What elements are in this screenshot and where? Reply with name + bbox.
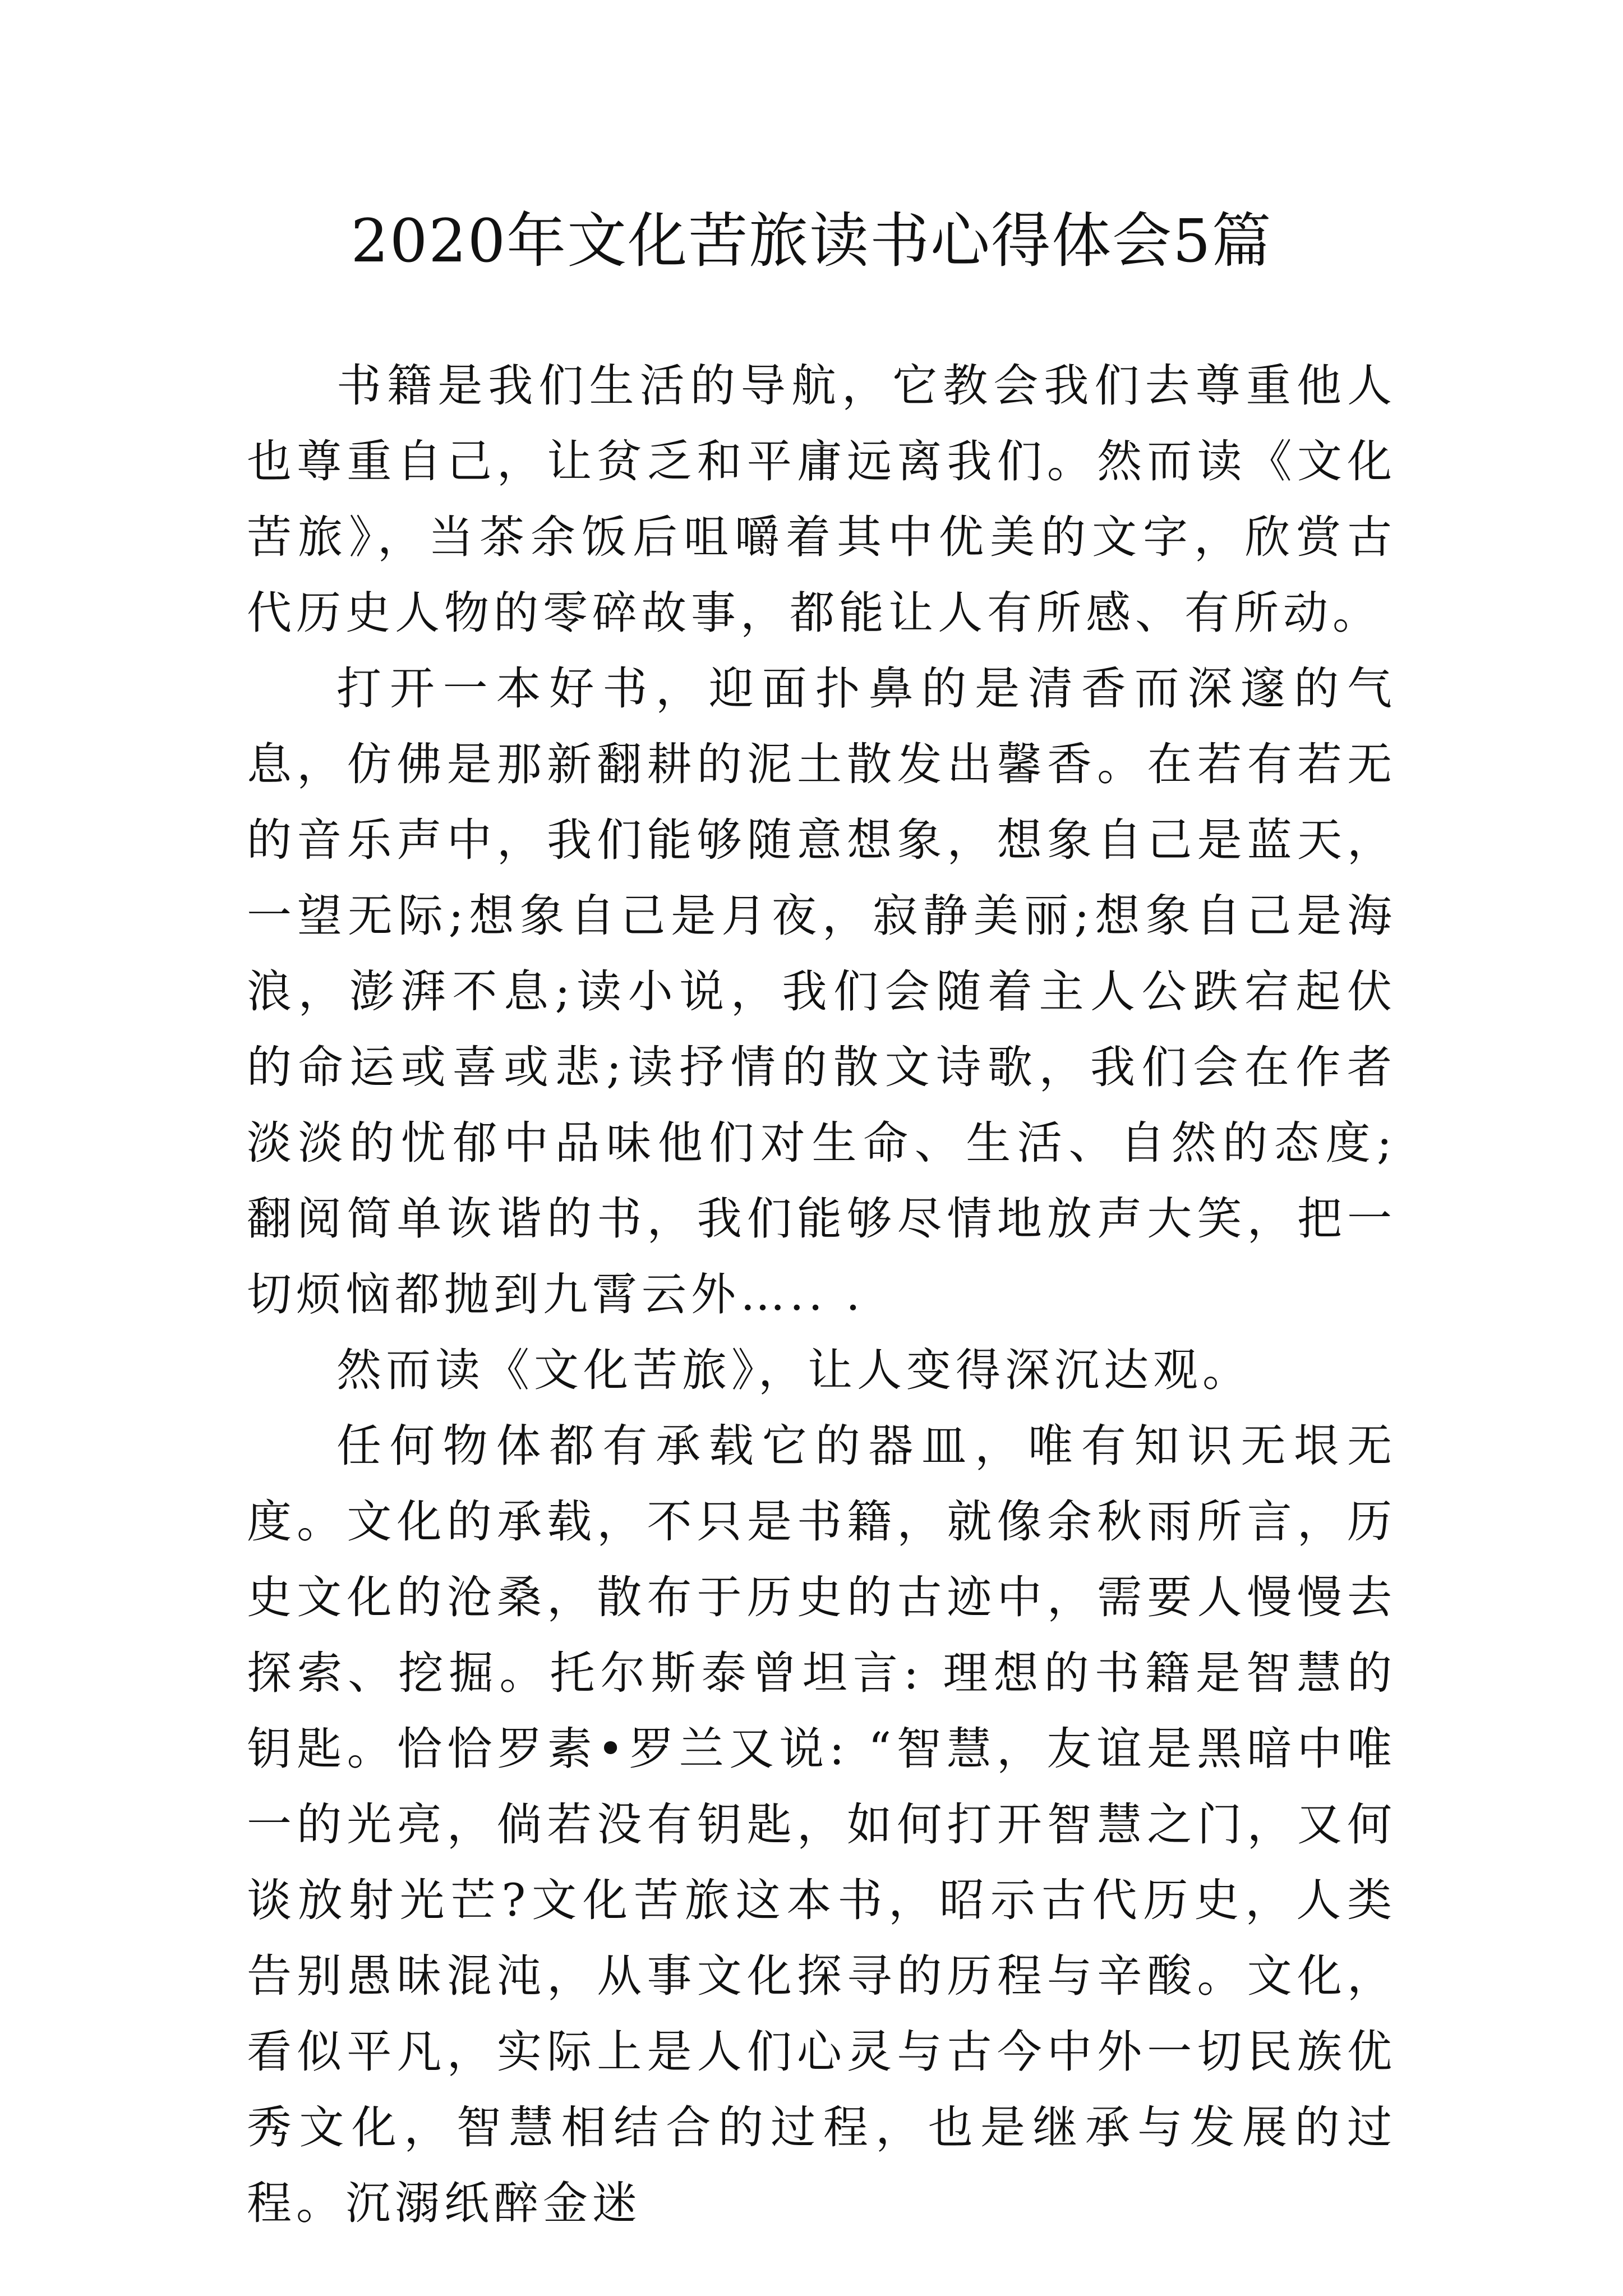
paragraph-3: 然而读《文化苦旅》，让人变得深沉达观。 [336, 1344, 1252, 1396]
paragraph-2: 打开一本好书，迎面扑鼻的是清香而深邃的气息，仿佛是那新翻耕的泥土散发出馨香。在若有若无的音乐声中，我们能够随意想象，想象自己是蓝天，一望无际;想象自己是月夜，寂静美丽;想象自己是海浪，澎湃不息;读小说，我们会随着主人公跌宕起伏的命运或喜或悲;读抒情的散文诗歌，我们会在作者淡淡的忧郁中品味他们对生命、生活、自然的态度;翻阅简单诙谐的书，我们能够尽情地放声大笑，把一切烦恼都抛到九霄云外….. . [247, 662, 1396, 1320]
paragraph-4: 任何物体都有承载它的器皿，唯有知识无垠无度。文化的承载，不只是书籍，就像余秋雨所言，历史文化的沧桑，散布于历史的古迹中，需要人慢慢去探索、挖掘。托尔斯泰曾坦言: 理想的书籍是智慧的钥匙。恰恰罗素•罗兰又说: “智慧，友谊是黑暗中唯一的光亮，倘若没有钥匙，如何打开智慧之门，又何谈放射光芒?文化苦旅这本书，昭示古代历史，人类告别愚昧混沌，从事文化探寻的历程与辛酸。文化，看似平凡，实际上是人们心灵与古今中外一切民族优秀文化，智慧相结合的过程，也是继承与发展的过程。沉溺纸醉金迷 [247, 1420, 1396, 2229]
document-body [247, 348, 1396, 2241]
document-title: 2020年文化苦旅读书心得体会5篇 [351, 206, 1272, 275]
paragraph-1: 书籍是我们生活的导航，它教会我们去尊重他人也尊重自己，让贫乏和平庸远离我们。然而读《文化苦旅》，当茶余饭后咀嚼着其中优美的文字，欣赏古代历史人物的零碎故事，都能让人有所感、有所动。 [247, 360, 1396, 639]
